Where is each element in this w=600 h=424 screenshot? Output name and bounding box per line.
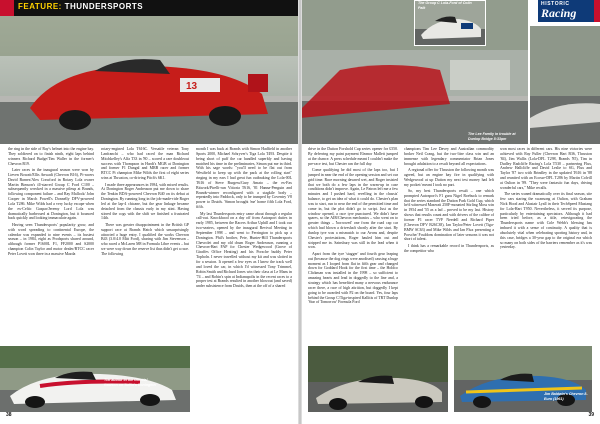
page-number-left: 38: [6, 412, 12, 418]
paragraph: the ring in the side of Ray's helmet into the engine bay. They soldiered on to finish ninth, eight laps behind winners Richard Budge/Tim Waller in the former's Chevron B19.: [8, 147, 94, 166]
photo-right-edge: [530, 26, 600, 144]
feature-header-bar: [0, 0, 300, 16]
paragraph: champions Tim Lee Davey and Australian commodity broker Neil Crang, but the two-litre class win and an immense with legendary commentator Brian Jones brought adulation to a result beyond all expectations.: [404, 147, 494, 166]
feature-header-label: [18, 2, 143, 11]
right-column-3: [500, 147, 592, 345]
feature-prefix: FEATURE:: [18, 2, 62, 11]
paragraph: The series waned dramatically over its final season, site few cars staring the swansong at Oulton, with Graham Nick Hood and Alastair Lyall in their TechSpeed Mustang for Lola-Hart T950. Nevertheless, it served its purpose, particularly by entertaining spectators. Although it had been tried before, as a title, reinvigorating the Thundersports name with Cole Webb's blessing has imbued it with a sense of continuity. A quality that is absolutely vital when celebrating sporting history and, in this case, bridges a 30-year gap to the original era which so many on both sides of the barriers remember as it's was yesterday.: [500, 192, 592, 250]
paragraph: My last Thundersports entry came about through a regular call-out. Knockhood on a day off from Autosport duties in early 1985, between the Racers Arthur Uphill and I took our two-seaters, opened by the inaugural Revival Meeting in September 1998 – and went to Ferrington to pick up a Donington. Phil's brother, Pete, Hunter-Hill Thundersports Chevrolet and my old chum Roger Andreason, running a Chevron-Hart FAP for Chester Wedgewood (Grove of Giraffes Office Heating) and his Porsche buddy Peter Topholn. I never travelled without my kit and was slotted in for a session. It opened a few eyes as I knew the track well and loved the car, in which I'd witnessed Tony Trimmel, Robin Smith and Richard Jones win their class at Le Mans in '74 – and Robin's spin at Indianapolis in the recent races to a proper test at Brands resulted in another blowout (and saved) under subsistence from Druids, then at the off of a shared: [196, 211, 292, 289]
paragraph: A regional offer for Thruxton the following month was agreed, but an engine bay fire in qualifying with Wedgewood at up Dutton my next test money had left my pocket/ meant I took no part.: [404, 167, 494, 187]
photo-bottom-left: [0, 346, 190, 412]
logo-line-racing: Racing: [541, 6, 577, 20]
caption-bottom-right: Jim Baldwin's Chevron 8-Euro (1961): [544, 392, 588, 401]
paragraph: won most races in different cars. His nine victories were achieved with Ray Fuller (Chevron Hart B36, Thruxton '84), Jim Wallis (Lola-DFL T298, Brands '85), Tim in Dudley Radcliffe Racing's Lola T530 – partnering Flux, Andrew Hallcliffe and David Leslie to SG, Flux and Taylor '87 two with Brindley in the updated T616 in '88 and reunited with an Ecosse-DFL T286 by Martin Colvill at Oulton in '89. "They were fantastic fun days, driving wonderful cars," Mike recalls.: [500, 147, 592, 190]
caption-bottom-left: The author in the Ginetta/ Rawson on Tuffin's Donington: [104, 378, 156, 387]
right-page: [300, 0, 600, 424]
hero-photo-left: [0, 16, 300, 144]
paragraph: So, my best Thundersports result – one which prompted Autosport's F1 guru Nigel Roebuck to remark that the series standard the Dutton Park Gold Cup, which he'd witnessed Maserati 250F-mounted Stirling Moss win in 1954 and '55 as a lad – proved to be my last. History shows that results count and with drivers of the calibre of former F1 racer TVF Needell and Richard Piper (Chevron DFV B26C38), Ian Taylor/Peter Lovett (Tiga-BMW SC63) and Mike Wilds and Ian Flux presenting a Porsche/ Fouldons domination of later seasons it was not short of talent.: [404, 188, 494, 242]
logo-line-historic: HISTORIC: [541, 1, 570, 7]
historic-racing-logo: [538, 0, 600, 22]
left-column-2: [101, 147, 189, 343]
page-number-right: 39: [588, 412, 594, 418]
left-column-1: [8, 147, 94, 343]
paragraph: I made three appearances in 1984, with mixed results. At Donington Roger Andreason put me down to share the Tenkin BDA-powered Chevron B40 on its debut at Donington. By running long in the job-made-ride Roger led at the lap-4 chicane, but the gear linkage became detached from the chassis early in my stint. Having stirred the cogs with the shift we finished a frustrated 14th.: [101, 182, 189, 221]
right-column-2: [404, 147, 494, 345]
left-column-3: [196, 147, 292, 409]
paragraph: month I was back at Brands with Simon Hadfield in another Sports 2000, Michael Schryver's Tiga Lola T493. Despite it being short of puff the car handled superbly and having matched his time in the preliminaries, Simon put me in third. With his sage words: "you'll need to be flat out from Westfield to keep up with the pack at the rolling start" ringing in my ears I had great fun outbraking the Lola-00L T616 of Steve Burgess/Gary Amato – the ex-Fax Bitwork/Pirelli-run Vittoria T616, '81 Hanna-Penguin and Brands-winner reconfigured with a stagkile body – repeatedly into Paddock, only to be trumped by Coventry V8 power to Druids. 'Simon brought 'me' home fifth Lola Ford, fifth.: [196, 147, 292, 210]
caption-middle-right: The Lee Family in trouble at Dunlop Bridge 8:33pm: [468, 132, 516, 141]
caption-top-right: The Group C Lola-Ford of Colin Palk: [418, 1, 472, 10]
logo-stripe: [594, 0, 600, 22]
svg-text:13: 13: [186, 81, 198, 92]
paragraph: I think has a remarkable record in Thundersports, as the competitor who: [404, 243, 494, 253]
feature-title: THUNDERSPORTS: [64, 2, 144, 11]
paragraph: drive in the Dutton Forshold Cup series opener for £550. By deferring my paint payment Eleanor Mallett jumped at the chance. A press schedule meant I couldn't make the pre-race test, but Chester ran the full day.: [308, 147, 398, 166]
photo-bottom-right-2: [454, 346, 592, 412]
paragraph: Later races in the inaugural season were won by Lieven Bowatt/Ellis Anwadi (Chevron B16), Pi-racers David Barnes/Alex Crawford in Rotary Lola owner Martin Bimson's ill-starred Group C Ford C100 – subsequently wrecked in a massive pileup at Brands, following component failure – and Ray Mallock/ John Cooper in March Powell's Donnelly DFV-powered Lola T286. Mike Wilds had a very lucky escape when the ex-Celtic Gaspar/Jeremy Lord Lola was dramatically barbecued at Donington, but it bounced back quickly and looking immaculate again.: [8, 167, 94, 221]
paragraph: There was greater disappointment in the British GP support race at Brands Hatch which unsurprisingly attracted a huge entry. I qualified the works Chevron B43 (3.0/4.0 Mitt Ford), sharing with Jim Stevenson – who raced a McLaren M8 in Formula Libre events – but we were way down the reserve list thus didn't get a race. The following: [101, 222, 189, 256]
paragraph: Apart from the tyre 'stagger' and fourth gear leaping out (because the dog rings were anodised) causing a huge moment as I looped from flat in fifth gear and changed down for Goddard Hook for the first time – the Holdco Clickman was installed in the 1998 – so sufficient to amazing hearts and lead in doggedly to the line and, a strategy which has benefited many a nervous endurance racer there, a race of high attrition, but doggedly I kept going to be awarded with P2 on the board. Yes, four laps behind the Group C/Tiga-inspired Kallitis of TRT Dunlop 'Star of Tomorrow' Formula Ford: [308, 251, 398, 305]
photo-bottom-right-1: [308, 346, 448, 412]
spine-gutter: [298, 0, 302, 424]
paragraph: rotary-engined Lola T616C. Versatile veteran Tony Lanfranchi – who had raced the man Richard Mitchkelley's Alfa T33 in '80 – scored a rare doubleout success with Thompson in Hardt's MGB at Donington and former F1 Dungal and MRB racer and former BTCC Pi champion Mike Wilds the first of eight series wins at Thruxton, co-driving Pitch's 6K1.: [101, 147, 189, 181]
feature-tab-marker: [0, 0, 14, 16]
paragraph: Having seen Thundersports' popularity grow, and with word spreading to continental Europe, the calendar was expanded to nine events – its busiest season – in 1984, eight as Prodsports shared around, although former P1600L F1, FF2000 and S2000 champion Colin Taylor and motor dealer/BTCC racer Peter Lovett won three in a massive Mazda: [8, 222, 94, 256]
right-column-1: [308, 147, 398, 345]
paragraph: Come qualifying he did most of the laps too, but I jumped in near the end of the opening session and set our grid time. Race morning dawned wet, and Roger insisted that we both do a few laps in the warm-up in case conditions didn't improve. Again, Le Patron left me a few minutes and I pushed hard, revelling in the chassis' balance, to get an idea of what it could do. Chester's plan was to start, run to near the end of the permitted time and come in, but the plot didn't go to script. Just as the window opened, a race tyre punctured. We didn't have spares, so the AIR/Chevron mechanics – who went on to greater things – 'borrowed' one from the road cap car which had blown a driveshaft shortly after the start. By dunlop tyre was a mismatch to our Avons and, despite Chester's protestations, Roger hauled him out and stripped me in. Sainsbury was still in the lead when it won.: [308, 167, 398, 250]
